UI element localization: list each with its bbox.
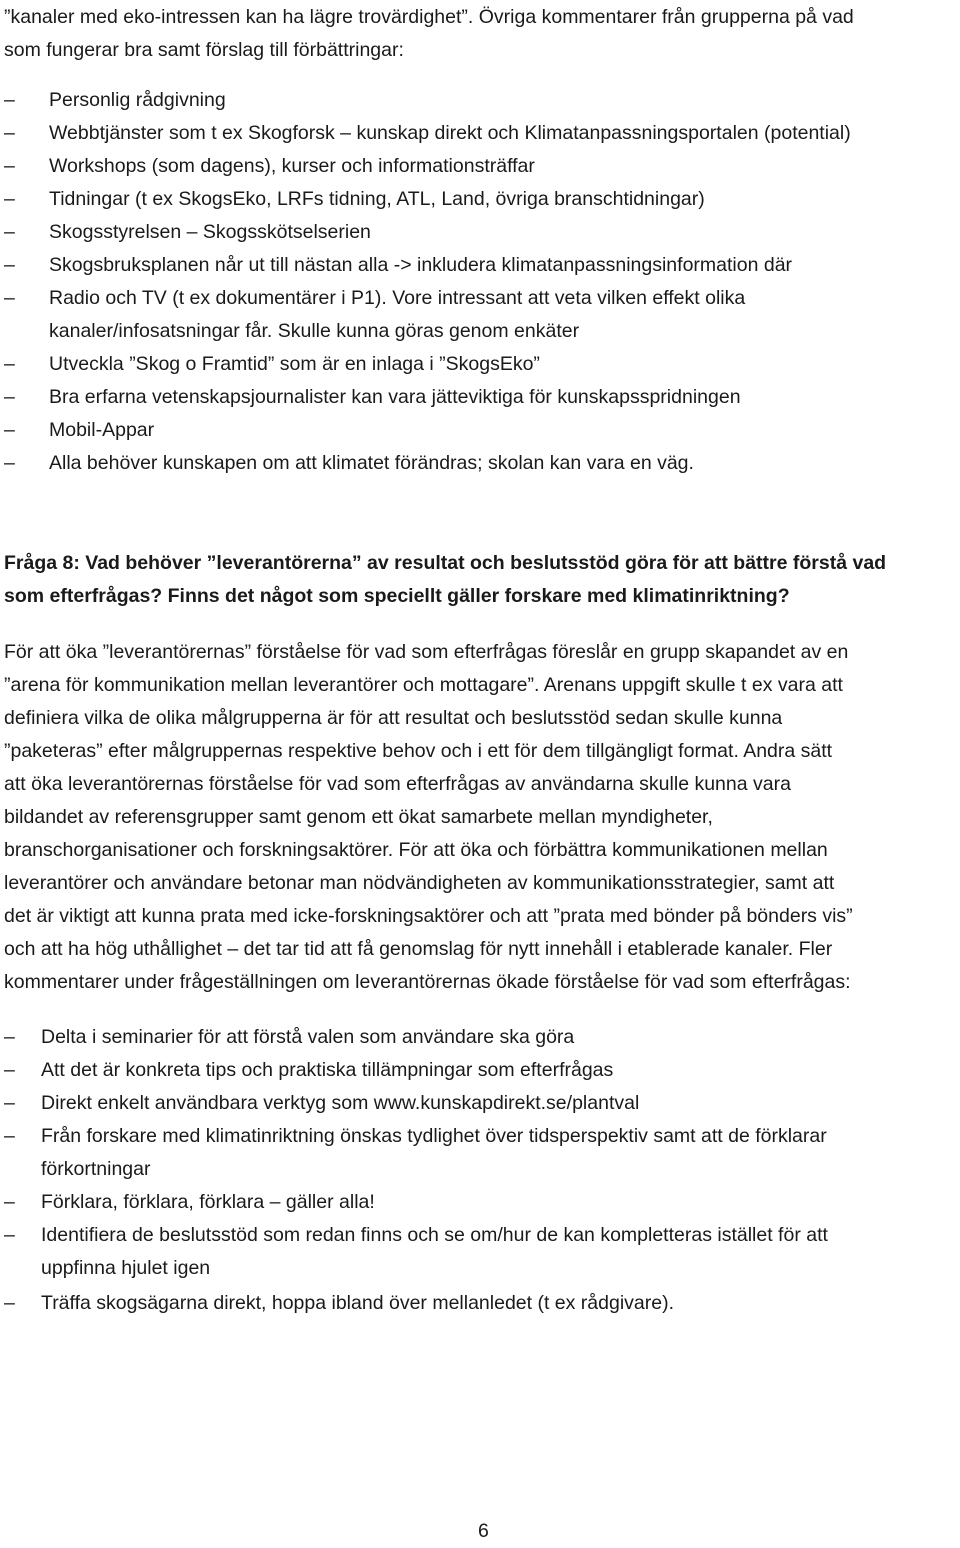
paragraph-line: att öka leverantörernas förståelse för vad som efterfrågas av användarna skulle kunna vara: [4, 773, 791, 795]
question-heading: Fråga 8: Vad behöver ”leverantörerna” av resultat och beslutsstöd göra för att bättre förstå vad: [4, 552, 887, 574]
intro-line: som fungerar bra samt förslag till förbättringar:: [4, 39, 404, 61]
list-dash: –: [4, 221, 15, 243]
list-item-text: Tidningar (t ex SkogsEko, LRFs tidning, ATL, Land, övriga branschtidningar): [49, 188, 705, 210]
paragraph-line: och att ha hög uthållighet – det tar tid att få genomslag för nytt innehåll i etablerade kanaler. Fler: [4, 938, 833, 960]
list-dash: –: [4, 155, 15, 177]
list-item-text: Skogsstyrelsen – Skogsskötselserien: [49, 221, 371, 243]
list-item-text-continued: förkortningar: [41, 1158, 151, 1180]
list-dash: –: [4, 1224, 15, 1246]
list-item-text-continued: kanaler/infosatsningar får. Skulle kunna göras genom enkäter: [49, 320, 580, 342]
paragraph-line: det är viktigt att kunna prata med icke-forskningsaktörer och att ”prata med bönder på bönders vis”: [4, 905, 853, 927]
list-dash: –: [4, 353, 15, 375]
paragraph-line: ”arena för kommunikation mellan leverantörer och mottagare”. Arenans uppgift skulle t ex vara att: [4, 674, 843, 696]
list-item-text: Träffa skogsägarna direkt, hoppa ibland över mellanledet (t ex rådgivare).: [41, 1292, 675, 1314]
list-item-text: Personlig rådgivning: [49, 89, 226, 111]
list-item-text: Från forskare med klimatinriktning önskas tydlighet över tidsperspektiv samt att de förklarar: [41, 1125, 827, 1147]
question-heading: som efterfrågas? Finns det något som speciellt gäller forskare med klimatinriktning?: [4, 585, 790, 607]
list-dash: –: [4, 386, 15, 408]
list-dash: –: [4, 1191, 15, 1213]
list-item-text: Utveckla ”Skog o Framtid” som är en inlaga i ”SkogsEko”: [49, 353, 540, 375]
list-dash: –: [4, 452, 15, 474]
list-item-text-continued: uppfinna hjulet igen: [41, 1257, 211, 1279]
list-item-text: Delta i seminarier för att förstå valen som användare ska göra: [41, 1026, 575, 1048]
list-item-text: Mobil-Appar: [49, 419, 155, 441]
list-item-text: Direkt enkelt användbara verktyg som www.kunskapdirekt.se/plantval: [41, 1092, 640, 1114]
intro-line: ”kanaler med eko-intressen kan ha lägre trovärdighet”. Övriga kommentarer från grupperna på vad: [4, 6, 854, 28]
list-item-text: Webbtjänster som t ex Skogforsk – kunskap direkt och Klimatanpassningsportalen (potential): [49, 122, 851, 144]
list-dash: –: [4, 1026, 15, 1048]
paragraph-line: bildandet av referensgrupper samt genom ett ökat samarbete mellan myndigheter,: [4, 806, 713, 828]
list-dash: –: [4, 419, 15, 441]
paragraph-line: För att öka ”leverantörernas” förståelse för vad som efterfrågas föreslår en grupp skapandet av en: [4, 641, 849, 663]
paragraph-line: leverantörer och användare betonar man nödvändigheten av kommunikationsstrategier, samt att: [4, 872, 835, 894]
list-dash: –: [4, 1092, 15, 1114]
list-dash: –: [4, 254, 15, 276]
paragraph-line: definiera vilka de olika målgrupperna är för att resultat och beslutsstöd sedan skulle kunna: [4, 707, 783, 729]
list-item-text: Alla behöver kunskapen om att klimatet förändras; skolan kan vara en väg.: [49, 452, 694, 474]
list-item-text: Skogsbruksplanen når ut till nästan alla -> inkludera klimatanpassningsinformation där: [49, 254, 793, 276]
list-item-text: Att det är konkreta tips och praktiska tillämpningar som efterfrågas: [41, 1059, 614, 1081]
list-item-text: Identifiera de beslutsstöd som redan finns och se om/hur de kan kompletteras istället för att: [41, 1224, 828, 1246]
list-item-text: Radio och TV (t ex dokumentärer i P1). Vore intressant att veta vilken effekt olika: [49, 287, 746, 309]
list-dash: –: [4, 1059, 15, 1081]
list-dash: –: [4, 1292, 15, 1314]
list-item-text: Bra erfarna vetenskapsjournalister kan vara jätteviktiga för kunskapsspridningen: [49, 386, 741, 408]
page-number: 6: [478, 1520, 489, 1542]
list-dash: –: [4, 89, 15, 111]
list-dash: –: [4, 1125, 15, 1147]
paragraph-line: ”paketeras” efter målgruppernas respektive behov och i ett för dem tillgängligt format. Andra sätt: [4, 740, 833, 762]
list-dash: –: [4, 188, 15, 210]
paragraph-line: branschorganisationer och forskningsaktörer. För att öka och förbättra kommunikationen mellan: [4, 839, 828, 861]
list-item-text: Workshops (som dagens), kurser och informationsträffar: [49, 155, 535, 177]
list-item-text: Förklara, förklara, förklara – gäller alla!: [41, 1191, 375, 1213]
list-dash: –: [4, 287, 15, 309]
paragraph-line: kommentarer under frågeställningen om leverantörernas ökade förståelse för vad som efterfrågas:: [4, 971, 851, 993]
list-dash: –: [4, 122, 15, 144]
